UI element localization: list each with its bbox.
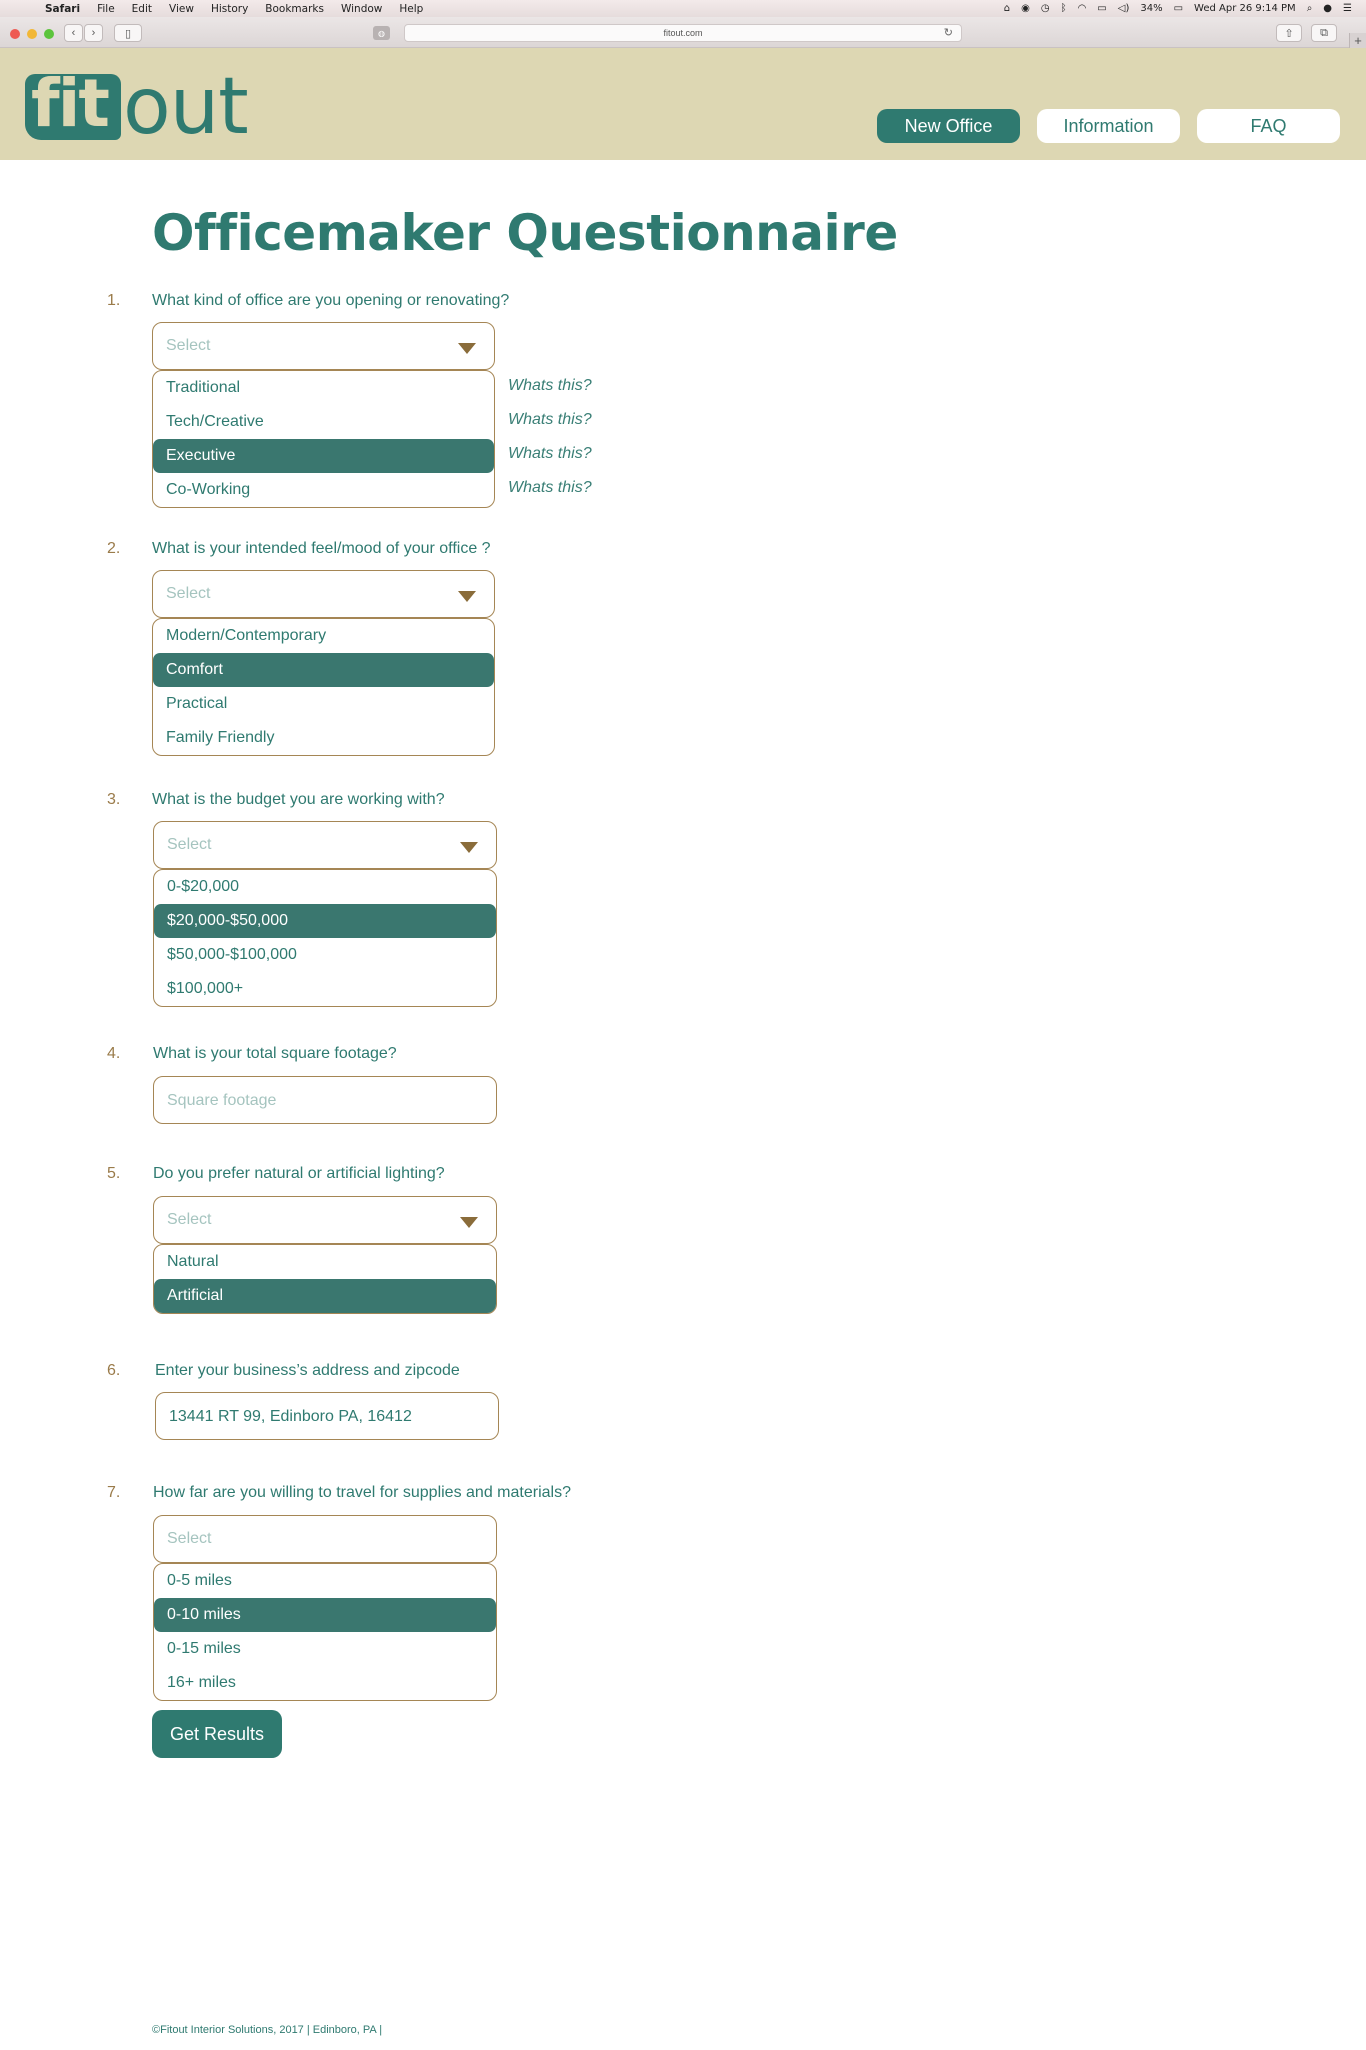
notification-center-icon[interactable]: ☰: [1343, 3, 1352, 14]
q2-option-practical[interactable]: Practical: [166, 695, 228, 712]
dropdown-arrow-icon: [460, 1217, 478, 1228]
mac-menubar: [0, 0, 1366, 17]
menu-edit[interactable]: Edit: [131, 2, 153, 15]
q5-options: [153, 1244, 497, 1314]
logo-out: out: [123, 62, 248, 152]
square-footage-input[interactable]: [167, 1089, 477, 1113]
q2-number: 2.: [107, 540, 121, 557]
q2-select-placeholder: Select: [166, 585, 211, 602]
sidebar-button[interactable]: [114, 24, 142, 42]
q3-option-0-20k[interactable]: 0-$20,000: [167, 878, 240, 895]
battery-icon[interactable]: ▭: [1173, 3, 1184, 14]
dropdown-arrow-icon: [458, 343, 476, 354]
browser-toolbar: [0, 17, 1366, 48]
volume-icon[interactable]: ◁): [1117, 3, 1130, 14]
menu-help[interactable]: Help: [399, 2, 424, 15]
q1-option-co-working[interactable]: Co-Working: [166, 481, 251, 498]
q7-option-0-15[interactable]: 0-15 miles: [167, 1640, 241, 1657]
menu-app[interactable]: Safari: [45, 2, 81, 15]
q5-option-natural[interactable]: Natural: [167, 1253, 219, 1270]
q6-number: 6.: [107, 1362, 121, 1379]
privacy-icon[interactable]: ◍: [373, 26, 390, 40]
q7-select[interactable]: [153, 1515, 497, 1563]
q3-number: 3.: [107, 791, 121, 808]
reload-icon[interactable]: ↻: [943, 27, 953, 39]
menu-history[interactable]: History: [210, 2, 249, 15]
q5-number: 5.: [107, 1165, 121, 1182]
q4-number: 4.: [107, 1045, 121, 1062]
q3-text: What is the budget you are working with?: [152, 791, 445, 808]
q1-option-tech-creative[interactable]: Tech/Creative: [166, 413, 264, 430]
q7-option-16-plus[interactable]: 16+ miles: [167, 1674, 236, 1691]
whats-this-link-executive[interactable]: Whats this?: [508, 445, 592, 462]
q7-option-0-10[interactable]: 0-10 miles: [154, 1598, 496, 1632]
window-zoom-button[interactable]: [44, 29, 54, 39]
home-icon[interactable]: ⌂: [1003, 3, 1011, 14]
battery-percent: 34%: [1140, 3, 1163, 14]
q3-option-20k-50k[interactable]: $20,000-$50,000: [154, 904, 496, 938]
footer-text: ©Fitout Interior Solutions, 2017 | Edinboro, PA |: [152, 2024, 383, 2036]
airplay-icon[interactable]: ▭: [1097, 3, 1107, 14]
q1-options: [152, 370, 495, 508]
q7-text: How far are you willing to travel for supplies and materials?: [153, 1484, 571, 1501]
wifi-icon[interactable]: ◠: [1077, 3, 1087, 14]
q1-option-executive[interactable]: Executive: [153, 439, 494, 473]
menu-bookmarks[interactable]: Bookmarks: [265, 2, 324, 15]
q3-option-100k-plus[interactable]: $100,000+: [167, 980, 244, 997]
q5-option-artificial[interactable]: Artificial: [154, 1279, 496, 1313]
back-button[interactable]: [64, 24, 83, 42]
chevron-right-icon: ›: [91, 27, 96, 39]
address-bar[interactable]: [404, 24, 962, 42]
new-tab-button[interactable]: [1349, 33, 1366, 48]
dropdown-arrow-icon: [458, 591, 476, 602]
share-button[interactable]: [1276, 24, 1302, 42]
q1-option-traditional[interactable]: Traditional: [166, 379, 241, 396]
whats-this-link-co-working[interactable]: Whats this?: [508, 479, 592, 496]
menu-file[interactable]: File: [97, 2, 115, 15]
q4-input-wrapper: [153, 1076, 497, 1124]
q1-text: What kind of office are you opening or renovating?: [152, 292, 510, 309]
q7-select-placeholder: Select: [167, 1530, 212, 1547]
forward-button[interactable]: [84, 24, 103, 42]
q2-option-comfort[interactable]: Comfort: [153, 653, 494, 687]
time-machine-icon[interactable]: ◷: [1040, 3, 1050, 14]
q3-select[interactable]: [153, 821, 497, 869]
sync-icon[interactable]: ◉: [1021, 3, 1030, 14]
page-title: Officemaker Questionnaire: [152, 204, 898, 262]
fitout-logo[interactable]: [25, 62, 248, 152]
whats-this-link-tech-creative[interactable]: Whats this?: [508, 411, 592, 428]
share-icon: ⇧: [1284, 27, 1294, 40]
q7-option-0-5[interactable]: 0-5 miles: [167, 1572, 232, 1589]
q1-select-placeholder: Select: [166, 337, 211, 354]
status-area: [1004, 0, 1352, 17]
nav-new-office[interactable]: New Office: [877, 109, 1020, 143]
q6-text: Enter your business’s address and zipcode: [155, 1362, 460, 1379]
bluetooth-icon[interactable]: ᛒ: [1060, 3, 1067, 14]
tabs-button[interactable]: [1311, 24, 1337, 42]
q3-option-50k-100k[interactable]: $50,000-$100,000: [167, 946, 297, 963]
q2-options: [152, 618, 495, 756]
q3-options: [153, 869, 497, 1007]
q7-number: 7.: [107, 1484, 121, 1501]
q2-select[interactable]: [152, 570, 495, 618]
q2-option-family-friendly[interactable]: Family Friendly: [166, 729, 275, 746]
q4-text: What is your total square footage?: [153, 1045, 397, 1062]
q5-select[interactable]: [153, 1196, 497, 1244]
nav-information[interactable]: Information: [1037, 109, 1180, 143]
nav-faq[interactable]: FAQ: [1197, 109, 1340, 143]
q1-select[interactable]: [152, 322, 495, 370]
site-header: [0, 48, 1366, 160]
user-icon[interactable]: ●: [1323, 3, 1333, 14]
clock[interactable]: Wed Apr 26 9:14 PM: [1194, 3, 1296, 14]
address-input[interactable]: [169, 1405, 479, 1429]
q5-text: Do you prefer natural or artificial lighting?: [153, 1165, 445, 1182]
window-minimize-button[interactable]: [27, 29, 37, 39]
window-close-button[interactable]: [10, 29, 20, 39]
q2-option-modern[interactable]: Modern/Contemporary: [166, 627, 327, 644]
menu-view[interactable]: View: [169, 2, 194, 15]
logo-fit: fit: [25, 74, 121, 140]
q3-select-placeholder: Select: [167, 836, 212, 853]
plus-icon: +: [1354, 33, 1362, 48]
q7-options: [153, 1563, 497, 1701]
q5-select-placeholder: Select: [167, 1211, 212, 1228]
q6-input-wrapper: [155, 1392, 499, 1440]
sidebar-icon: ▯: [124, 27, 132, 40]
q2-text: What is your intended feel/mood of your office ?: [152, 540, 491, 557]
url-text: fitout.com: [663, 28, 703, 38]
chevron-left-icon: ‹: [71, 27, 76, 39]
get-results-button[interactable]: Get Results: [152, 1710, 282, 1758]
q1-number: 1.: [107, 292, 121, 309]
dropdown-arrow-icon: [460, 842, 478, 853]
menu-window[interactable]: Window: [340, 2, 383, 15]
spotlight-icon[interactable]: ⌕: [1306, 3, 1313, 14]
tabs-icon: ⧉: [1320, 26, 1328, 39]
whats-this-link-traditional[interactable]: Whats this?: [508, 377, 592, 394]
